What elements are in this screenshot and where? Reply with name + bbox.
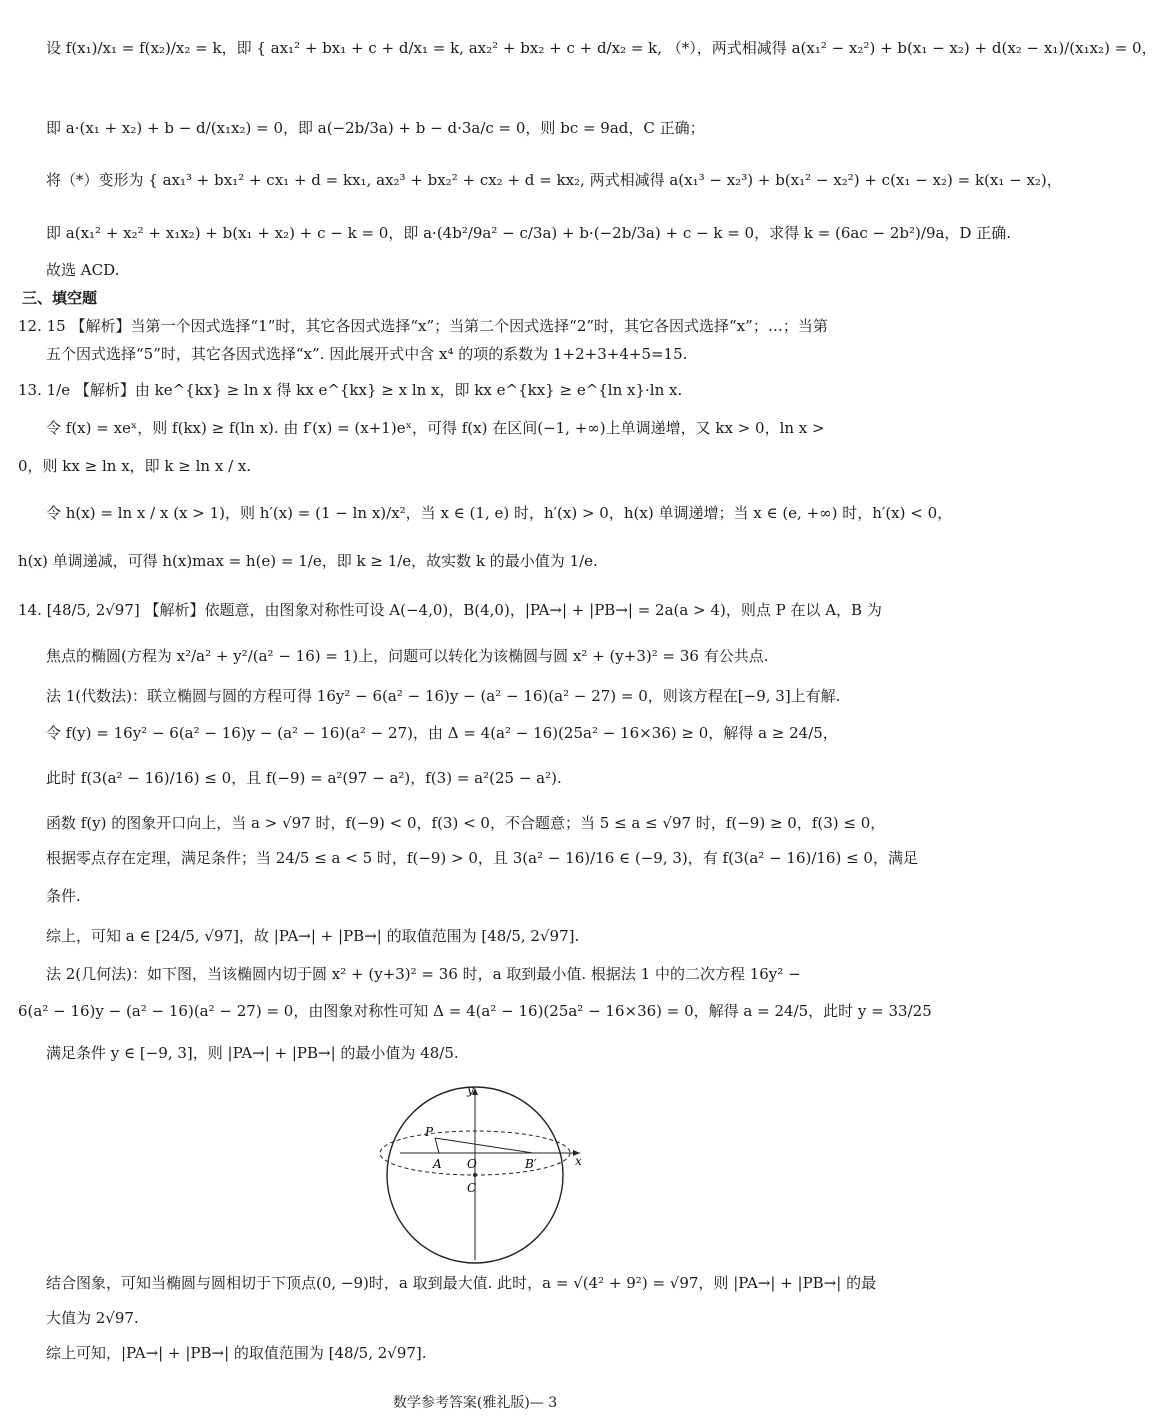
q13-line-3: 0，则 kx ≥ ln x，即 k ≥ ln x / x. [18, 457, 252, 475]
q14-line-10: 法 2(几何法)：如下图，当该椭圆内切于圆 x² + (y+3)² = 36 时，a 取到最小值. 根据法 1 中的二次方程 16y² − [46, 965, 801, 983]
x-axis-label: x [575, 1154, 582, 1168]
text-line-5: 故选 ACD. [46, 261, 120, 279]
q12-line-2: 五个因式选择“5”时，其它各因式选择“x”. 因此展开式中含 x⁴ 的项的系数为 1+2+3+4+5=15. [46, 345, 688, 363]
q13-line-1: 13. 1/e 【解析】由 ke^{kx} ≥ ln x 得 kx e^{kx} ≥ x ln x，即 kx e^{kx} ≥ e^{ln x}·ln x. [18, 381, 683, 399]
q14-line-4: 令 f(y) = 16y² − 6(a² − 16)y − (a² − 16)(a² − 27)，由 Δ = 4(a² − 16)(25a² − 16×36) ≥ 0，解得 a ≥ 24/5， [46, 724, 838, 742]
text-line-3: 将（*）变形为 { ax₁³ + bx₁² + cx₁ + d = kx₁, ax₂³ + bx₂² + cx₂ + d = kx₂, 两式相减得 a(x₁³ − x₂³) + b(x₁² − x₂²) + c(x₁ − x₂) = k(x₁ − x₂)， [46, 171, 1062, 189]
q14-line-13: 结合图象，可知当椭圆与圆相切于下顶点(0, −9)时，a 取到最大值. 此时，a = √(4² + 9²) = √97，则 |PA→| + |PB→| 的最 [46, 1274, 877, 1292]
q13-line-5: h(x) 单调递减，可得 h(x)max = h(e) = 1/e，即 k ≥ 1/e，故实数 k 的最小值为 1/e. [18, 552, 598, 570]
point-c [473, 1173, 477, 1177]
q14-line-9: 综上，可知 a ∈ [24/5, √97]，故 |PA→| + |PB→| 的取值范围为 [48/5, 2√97]. [46, 927, 580, 945]
ellipse-circle-figure [395, 1080, 595, 1265]
q14-line-5: 此时 f(3(a² − 16)/16) ≤ 0，且 f(−9) = a²(97 − a²)，f(3) = a²(25 − a²). [46, 769, 562, 787]
q13-line-2: 令 f(x) = xeˣ，则 f(kx) ≥ f(ln x). 由 f′(x) = (x+1)eˣ，可得 f(x) 在区间(−1, +∞)上单调递增，又 kx > 0，ln x > [46, 419, 825, 437]
section-heading: 三、填空题 [22, 289, 98, 307]
q14-line-12: 满足条件 y ∈ [−9, 3]，则 |PA→| + |PB→| 的最小值为 48/5. [46, 1044, 459, 1062]
y-axis-label: y [467, 1083, 474, 1097]
q14-line-15: 综上可知，|PA→| + |PB→| 的取值范围为 [48/5, 2√97]. [46, 1344, 427, 1362]
point-a-label: A [433, 1157, 442, 1171]
q14-line-8: 条件. [46, 887, 81, 905]
segment-pa [435, 1138, 439, 1153]
q14-line-11: 6(a² − 16)y − (a² − 16)(a² − 27) = 0，由图象对称性可知 Δ = 4(a² − 16)(25a² − 16×36) = 0，解得 a = 24/5，此时 y = 33/25 [18, 1002, 932, 1020]
q14-line-7: 根据零点存在定理，满足条件；当 24/5 ≤ a < 5 时，f(−9) > 0，且 3(a² − 16)/16 ∈ (−9, 3)，有 f(3(a² − 16)/16) ≤ 0，满足 [46, 849, 918, 867]
page-footer: 数学参考答案(雅礼版)— 3 [392, 1395, 558, 1411]
q14-line-14: 大值为 2√97. [46, 1309, 139, 1327]
point-c-label: C [467, 1181, 477, 1195]
point-b-label: B′ [525, 1157, 537, 1171]
segment-pb [435, 1138, 533, 1153]
q14-line-2: 焦点的椭圆(方程为 x²/a² + y²/(a² − 16) = 1)上，问题可以转化为该椭圆与圆 x² + (y+3)² = 36 有公共点. [46, 647, 769, 665]
point-p-label: P [425, 1125, 434, 1139]
q14-line-1: 14. [48/5, 2√97] 【解析】依题意，由图象对称性可设 A(−4,0)，B(4,0)，|PA→| + |PB→| = 2a(a > 4)，则点 P 在以 A，B 为 [18, 601, 882, 619]
text-line-4: 即 a(x₁² + x₂² + x₁x₂) + b(x₁ + x₂) + c − k = 0，即 a·(4b²/9a² − c/3a) + b·(−2b/3a) + c − k = 0，求得 k = (6ac − 2b²)/9a，D 正确. [46, 224, 1011, 242]
text-line-2: 即 a·(x₁ + x₂) + b − d/(x₁x₂) = 0，即 a(−2b/3a) + b − d·3a/c = 0，则 bc = 9ad，C 正确； [46, 119, 705, 137]
origin-label: O [467, 1157, 477, 1171]
q12-line-1: 12. 15 【解析】当第一个因式选择“1”时，其它各因式选择“x”；当第二个因式选择“2”时，其它各因式选择“x”；…；当第 [18, 317, 828, 335]
q14-line-3: 法 1(代数法)：联立椭圆与圆的方程可得 16y² − 6(a² − 16)y − (a² − 16)(a² − 27) = 0，则该方程在[−9, 3]上有解. [46, 687, 841, 705]
q13-line-4: 令 h(x) = ln x / x (x > 1)，则 h′(x) = (1 − ln x)/x²，当 x ∈ (1, e) 时，h′(x) > 0，h(x) 单调递增；当 x ∈ (e, +∞) 时，h′(x) < 0， [46, 504, 953, 522]
text-line-1: 设 f(x₁)/x₁ = f(x₂)/x₂ = k，即 { ax₁² + bx₁ + c + d/x₁ = k, ax₂² + bx₂ + c + d/x₂ = k, （*），两式相减得 a(x₁² − x₂²) + b(x₁ − x₂) + d(x₂ − x₁)/(x₁x₂) = 0， [46, 39, 1157, 57]
q14-line-6: 函数 f(y) 的图象开口向上，当 a > √97 时，f(−9) < 0，f(3) < 0，不合题意；当 5 ≤ a ≤ √97 时，f(−9) ≥ 0，f(3) ≤ 0， [46, 814, 886, 832]
